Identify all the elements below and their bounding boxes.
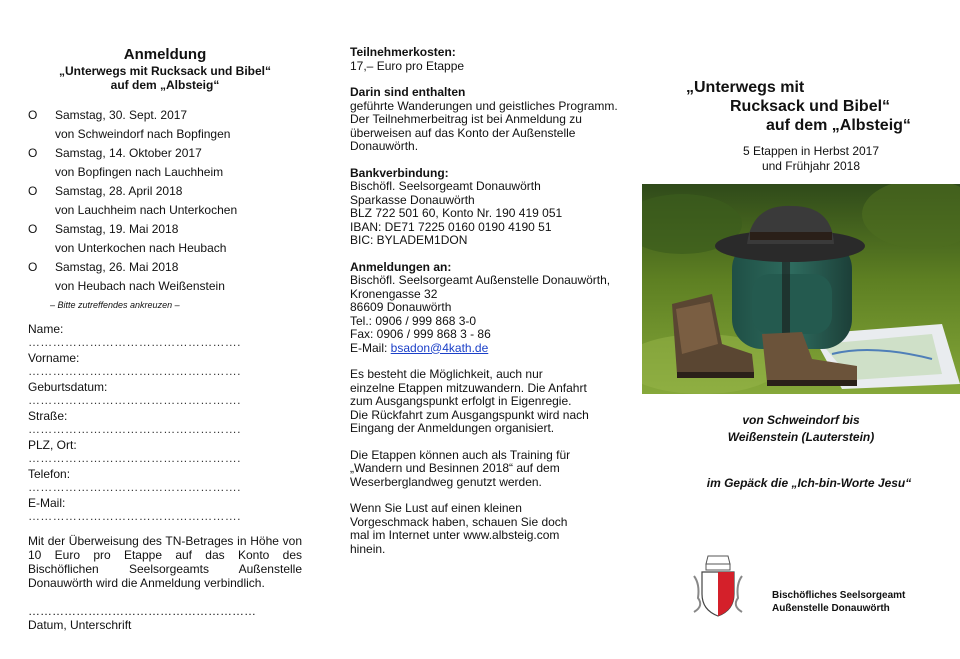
included-block xyxy=(350,86,632,154)
registration-address-block xyxy=(350,261,632,356)
stages-line: zum Ausgangspunkt erfolgt in Eigenregie. xyxy=(350,394,572,408)
included-line: Der Teilnehmerbeitrag ist bei Anmeldung zu xyxy=(350,112,582,126)
date-list xyxy=(28,106,302,296)
checkbox-hint: – Bitte zutreffendes ankreuzen – xyxy=(50,300,180,310)
route-label: von Lauchheim nach Unterkochen xyxy=(55,203,238,217)
date-label: Samstag, 26. Mai 2018 xyxy=(55,260,179,274)
signature-label: Datum, Unterschrift xyxy=(28,618,132,632)
diocese-coat-of-arms-icon xyxy=(690,554,746,618)
stages-line: Die Rückfahrt zum Ausgangspunkt wird nach xyxy=(350,407,589,422)
bank-block xyxy=(350,167,632,248)
web-line: Wenn Sie Lust auf einen kleinen xyxy=(350,501,522,515)
backpack-hat-boots-photo-icon xyxy=(642,184,960,394)
cover-stages-line-2: und Frühjahr 2018 xyxy=(761,159,861,173)
street-field[interactable] xyxy=(28,409,302,438)
stages-line: Es besteht die Möglichkeit, auch nur xyxy=(350,367,543,381)
route-label: von Heubach nach Weißenstein xyxy=(55,279,225,293)
web-line: hinein. xyxy=(350,541,386,556)
training-line: Weserberglandweg genutzt werden. xyxy=(350,474,542,489)
email-field[interactable] xyxy=(28,496,302,525)
included-line: geführte Wanderungen und geistliches Programm. xyxy=(350,98,618,113)
field-line[interactable]: ……………………………………………. xyxy=(28,364,241,378)
field-label: Name: xyxy=(28,322,64,336)
route-label: von Unterkochen nach Heubach xyxy=(55,241,227,255)
cover-stages xyxy=(642,144,960,174)
training-line: Die Etappen können auch als Training für xyxy=(350,447,571,462)
date-option-3[interactable] xyxy=(28,182,302,201)
date-option-4[interactable] xyxy=(28,220,302,239)
organization-name xyxy=(772,589,905,615)
registration-subtitle-2: auf dem „Albsteig“ xyxy=(110,78,220,92)
signature-line[interactable]: ………………………………………………… xyxy=(28,604,256,618)
bank-line: Sparkasse Donauwörth xyxy=(350,192,475,207)
email-label: E-Mail: xyxy=(350,340,391,355)
organization-name-line-1: Bischöfliches Seelsorgeamt xyxy=(772,590,906,601)
cover-title xyxy=(642,78,960,135)
date-option-1[interactable] xyxy=(28,106,302,125)
date-option-5[interactable] xyxy=(28,258,302,277)
date-label: Samstag, 14. Oktober 2017 xyxy=(55,146,202,160)
name-field[interactable] xyxy=(28,322,302,351)
checkbox-circle[interactable]: O xyxy=(28,260,38,274)
field-label: Vorname: xyxy=(28,351,80,365)
organization-block xyxy=(690,554,905,618)
included-line: Donauwörth. xyxy=(350,139,419,153)
first-name-field[interactable] xyxy=(28,351,302,380)
registration-form xyxy=(28,322,302,525)
training-line: „Wandern und Besinnen 2018“ auf dem xyxy=(350,461,560,475)
date-option-2[interactable] xyxy=(28,144,302,163)
web-line: mal im Internet unter www.albsteig.com xyxy=(350,528,560,542)
costs-text: 17,– Euro pro Etappe xyxy=(350,58,465,73)
field-label: E-Mail: xyxy=(28,496,66,510)
cover-route xyxy=(642,412,960,446)
stages-info-block xyxy=(350,368,632,436)
field-line[interactable]: ……………………………………………. xyxy=(28,393,241,407)
route-label: von Schweindorf nach Bopfingen xyxy=(55,127,231,141)
registration-subtitle-1: „Unterwegs mit Rucksack und Bibel“ xyxy=(58,64,272,78)
cover-motto: im Gepäck die „Ich-bin-Worte Jesu“ xyxy=(706,476,912,490)
date-label: Samstag, 28. April 2018 xyxy=(55,184,183,198)
cover-title-line-1: „Unterwegs mit xyxy=(686,79,805,96)
included-heading: Darin sind enthalten xyxy=(350,85,466,99)
web-block xyxy=(350,502,632,556)
address-line: Bischöfl. Seelsorgeamt Außenstelle Donauwörth, xyxy=(350,273,611,287)
cover-route-line-1: von Schweindorf bis xyxy=(742,413,860,427)
address-line: Fax: 0906 / 999 868 3 - 86 xyxy=(350,327,491,341)
route-label: von Bopfingen nach Lauchheim xyxy=(55,165,224,179)
birthdate-field[interactable] xyxy=(28,380,302,409)
web-line: Vorgeschmack haben, schauen Sie doch xyxy=(350,514,568,529)
phone-field[interactable] xyxy=(28,467,302,496)
bank-line: BIC: BYLADEM1DON xyxy=(350,233,468,247)
signature-block[interactable] xyxy=(28,604,302,632)
stages-line: Eingang der Anmeldungen organisiert. xyxy=(350,421,555,435)
field-line[interactable]: ……………………………………………. xyxy=(28,480,241,494)
date-label: Samstag, 30. Sept. 2017 xyxy=(55,108,188,122)
included-line: überweisen auf das Konto der Außenstelle xyxy=(350,125,576,140)
cover-panel xyxy=(642,0,960,659)
date-label: Samstag, 19. Mai 2018 xyxy=(55,222,179,236)
field-label: Geburtsdatum: xyxy=(28,380,108,394)
zip-city-field[interactable] xyxy=(28,438,302,467)
field-line[interactable]: ……………………………………………. xyxy=(28,451,241,465)
field-line[interactable]: ……………………………………………. xyxy=(28,335,241,349)
field-label: PLZ, Ort: xyxy=(28,438,77,452)
payment-note: Mit der Überweisung des TN-Betrages in Höhe von 10 Euro pro Etappe auf das Konto des Bischöflichen Seelsorgeamts Außenstelle Donauwörth wird die Anmeldung verbindlich. xyxy=(28,534,302,590)
bank-line: IBAN: DE71 7225 0160 0190 4190 51 xyxy=(350,219,552,234)
registration-address-heading: Anmeldungen an: xyxy=(350,259,452,274)
address-line: Kronengasse 32 xyxy=(350,286,438,301)
organization-name-line-2: Außenstelle Donauwörth xyxy=(772,603,890,614)
costs-heading: Teilnehmerkosten: xyxy=(350,45,456,59)
cover-title-line-2: Rucksack und Bibel“ xyxy=(730,98,891,115)
bank-line: BLZ 722 501 60, Konto Nr. 190 419 051 xyxy=(350,206,563,220)
cover-title-line-3: auf dem „Albsteig“ xyxy=(766,117,911,134)
registration-title: Anmeldung xyxy=(123,46,207,63)
info-panel xyxy=(320,0,642,659)
email-line xyxy=(350,342,632,356)
field-line[interactable]: ……………………………………………. xyxy=(28,422,241,436)
bank-line: Bischöfl. Seelsorgeamt Donauwörth xyxy=(350,179,541,193)
registration-panel xyxy=(0,0,320,659)
checkbox-circle[interactable]: O xyxy=(28,184,38,198)
cover-route-line-2: Weißenstein (Lauterstein) xyxy=(727,430,875,444)
checkbox-circle[interactable]: O xyxy=(28,222,38,236)
costs-block xyxy=(350,46,632,73)
address-line: Tel.: 0906 / 999 868 3-0 xyxy=(350,313,477,328)
training-block xyxy=(350,449,632,490)
address-line: 86609 Donauwörth xyxy=(350,300,452,314)
stages-line: einzelne Etappen mitzuwandern. Die Anfahrt xyxy=(350,380,587,395)
checkbox-circle[interactable]: O xyxy=(28,146,38,160)
email-link[interactable]: bsadon@4kath.de xyxy=(390,340,489,355)
field-label: Telefon: xyxy=(28,467,71,481)
field-label: Straße: xyxy=(28,409,68,423)
bank-heading: Bankverbindung: xyxy=(350,165,449,180)
cover-stages-line-1: 5 Etappen in Herbst 2017 xyxy=(742,144,880,158)
field-line[interactable]: ……………………………………………. xyxy=(28,509,241,523)
checkbox-circle[interactable]: O xyxy=(28,108,38,122)
